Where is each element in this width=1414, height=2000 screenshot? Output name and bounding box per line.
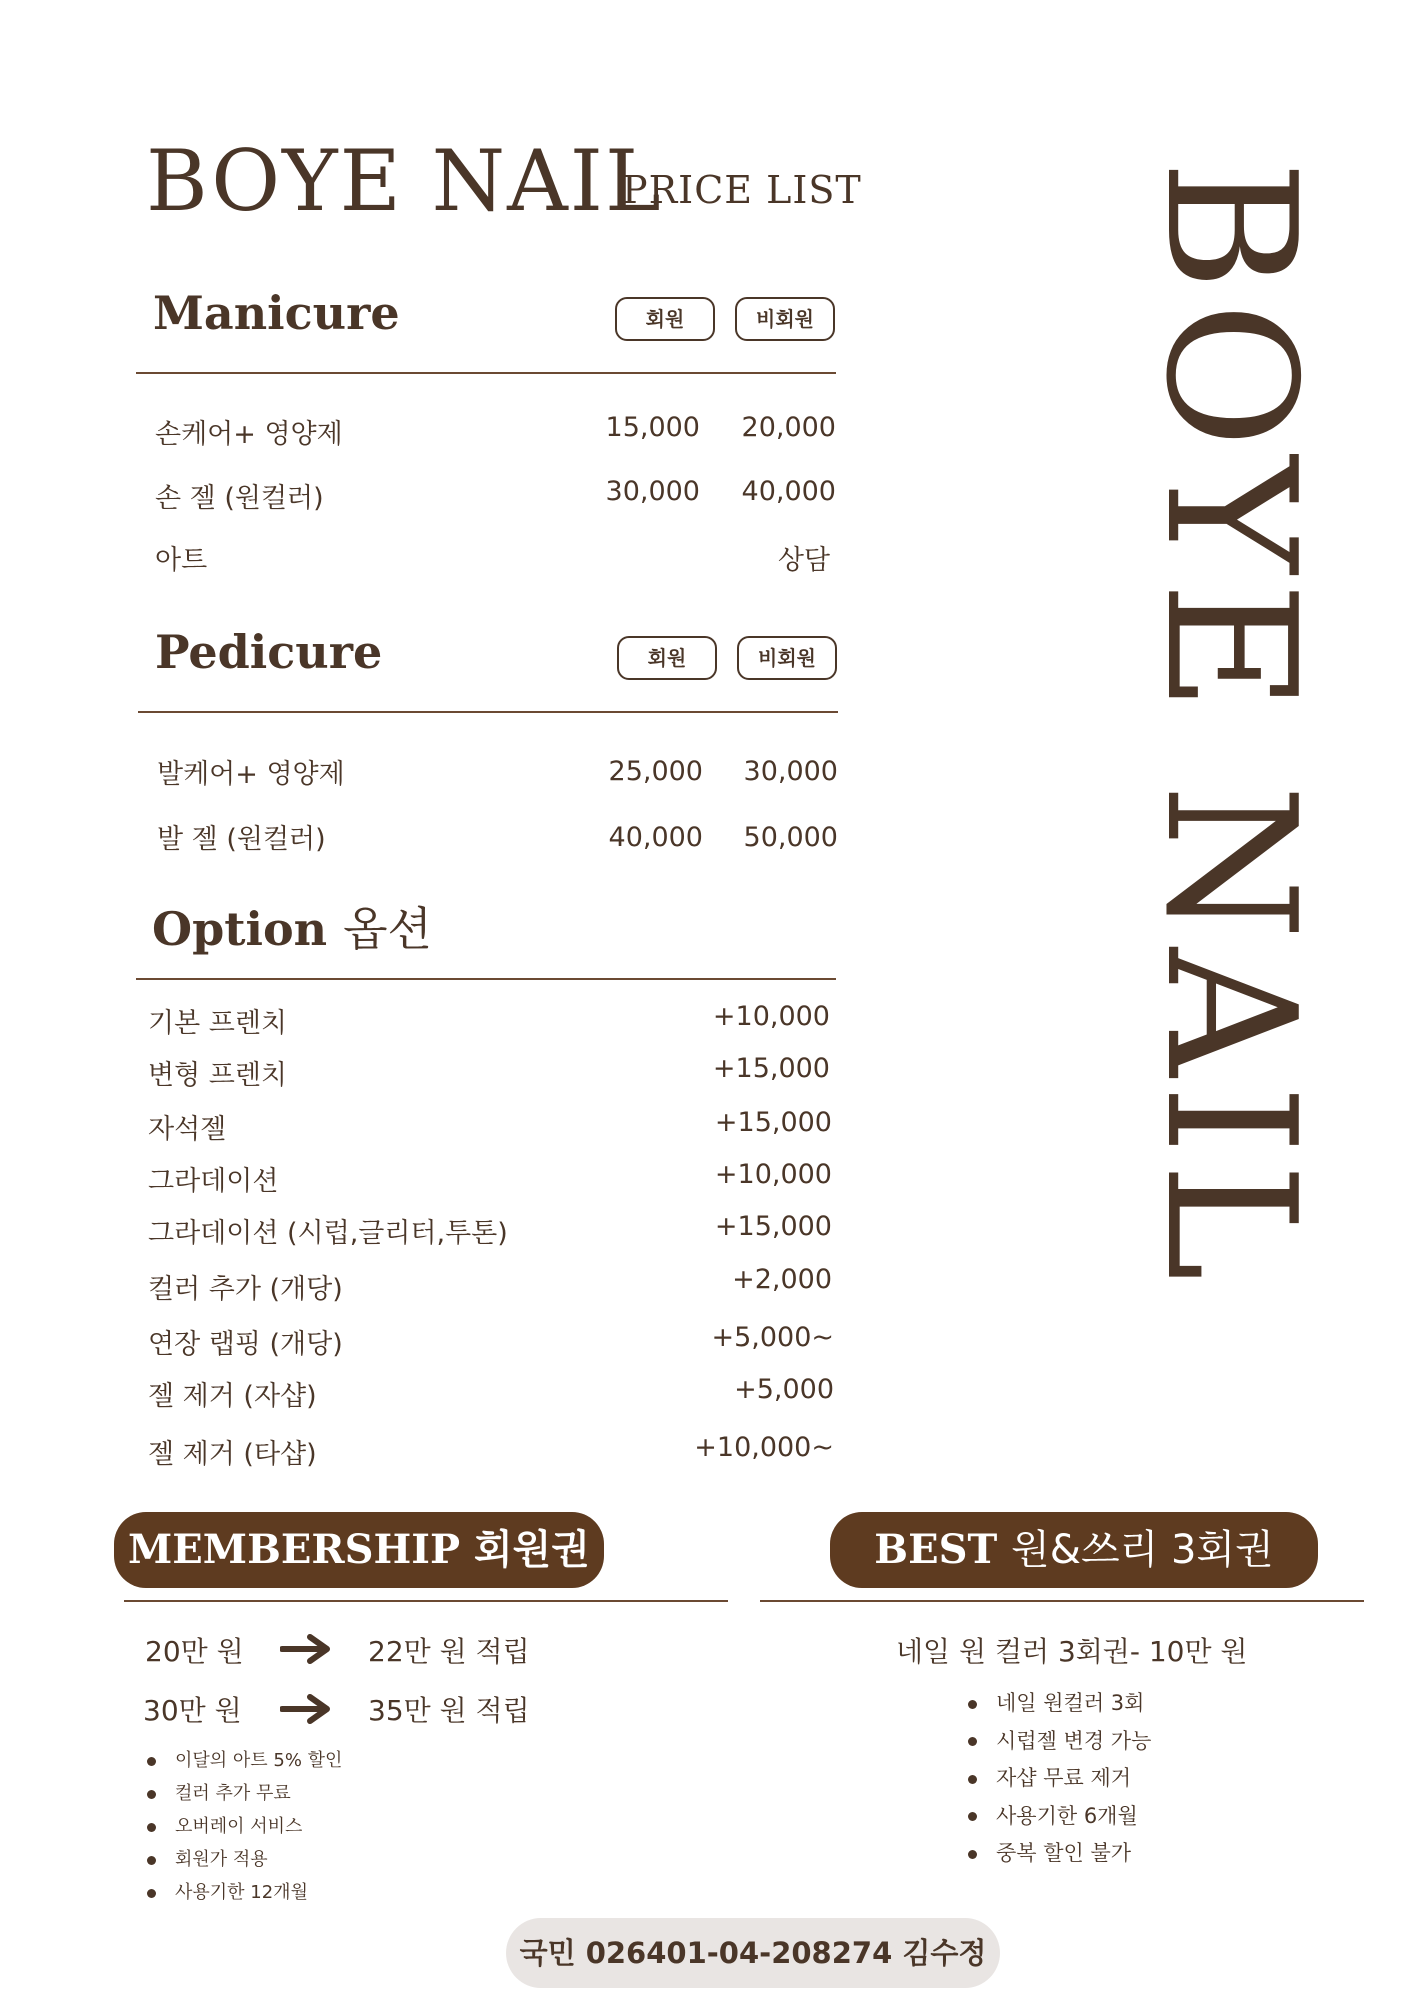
option-price: +10,000~ [694,1432,834,1463]
option-label: 연장 랩핑 (개당) [148,1329,343,1360]
member-price: 40,000 [608,822,703,853]
nonmember-price: 30,000 [743,756,838,787]
list-item: 사용기한 6개월 [968,1798,1151,1836]
service-label: 발케어+ 영양제 [157,759,345,790]
option-price: +15,000 [714,1211,832,1242]
brand-title: BOYE NAIL [146,132,663,230]
best-title-en: BEST [874,1526,998,1573]
pedicure-title: Pedicure [155,625,383,679]
list-item: 사용기한 12개월 [147,1876,342,1909]
list-item: 이달의 아트 5% 할인 [147,1744,342,1777]
nonmember-price: 50,000 [743,822,838,853]
nonmember-price: 상담 [777,545,830,576]
list-item: 중복 할인 불가 [968,1835,1151,1873]
member-price: 30,000 [605,476,700,507]
option-title-en: Option [152,902,328,956]
service-label: 아트 [155,545,208,576]
list-item: 컬러 추가 무료 [147,1777,342,1810]
option-price: +2,000 [732,1264,832,1295]
membership-divider [124,1600,728,1602]
membership-banner [114,1512,604,1588]
member-badge: 회원 [617,636,717,680]
list-item: 시럽젤 변경 가능 [968,1723,1151,1761]
tier-pay: 30만 원 [143,1694,242,1727]
price-list-subtitle: PRICE LIST [622,168,862,212]
list-item: 오버레이 서비스 [147,1810,342,1843]
option-label: 변형 프렌치 [148,1060,287,1091]
option-price: +5,000 [734,1374,834,1405]
member-badge: 회원 [615,297,715,341]
best-headline: 네일 원 컬러 3회권- 10만 원 [896,1635,1248,1668]
option-price: +10,000 [712,1001,830,1032]
vertical-brand-title: BOYE NAIL [1127,160,1334,1289]
nonmember-badge: 비회원 [737,636,837,680]
best-banner [830,1512,1318,1588]
manicure-title: Manicure [153,286,400,340]
tier-pay: 20만 원 [145,1635,244,1668]
tier-credit: 35만 원 적립 [368,1694,530,1727]
option-title [152,893,432,959]
bank-account-badge: 국민 026401-04-208274 김수정 [506,1918,1000,1988]
membership-title-en: MEMBERSHIP [128,1526,461,1573]
option-label: 그라데이션 (시럽,글리터,투톤) [148,1218,508,1249]
arrow-right-icon [280,1632,332,1666]
option-title-ko: 옵션 [343,902,432,956]
option-price: +15,000 [714,1107,832,1138]
option-price: +10,000 [714,1159,832,1190]
member-price: 15,000 [605,412,700,443]
pedicure-divider [138,711,838,713]
option-label: 젤 제거 (타샵) [148,1439,317,1470]
nonmember-badge: 비회원 [735,297,835,341]
option-label: 자석젤 [148,1114,227,1145]
service-label: 손 젤 (원컬러) [155,483,324,514]
tier-credit: 22만 원 적립 [368,1635,530,1668]
membership-title-ko: 회원권 [474,1527,590,1573]
option-label: 젤 제거 (자샵) [148,1381,317,1412]
best-divider [760,1600,1364,1602]
option-divider [136,978,836,980]
service-label: 발 젤 (원컬러) [157,824,326,855]
option-price: +15,000 [712,1053,830,1084]
best-benefits-list [968,1685,1151,1873]
option-label: 컬러 추가 (개당) [148,1274,343,1305]
manicure-divider [136,372,836,374]
nonmember-price: 20,000 [741,412,836,443]
best-title-ko: 원&쓰리 3회권 [1011,1527,1274,1573]
arrow-right-icon [280,1692,332,1726]
list-item: 자샵 무료 제거 [968,1760,1151,1798]
member-price: 25,000 [608,756,703,787]
membership-benefits-list [147,1744,342,1909]
option-price: +5,000~ [711,1322,834,1353]
option-label: 기본 프렌치 [148,1008,287,1039]
list-item: 네일 원컬러 3회 [968,1685,1151,1723]
option-label: 그라데이션 [148,1166,279,1197]
nonmember-price: 40,000 [741,476,836,507]
service-label: 손케어+ 영양제 [155,419,343,450]
list-item: 회원가 적용 [147,1843,342,1876]
